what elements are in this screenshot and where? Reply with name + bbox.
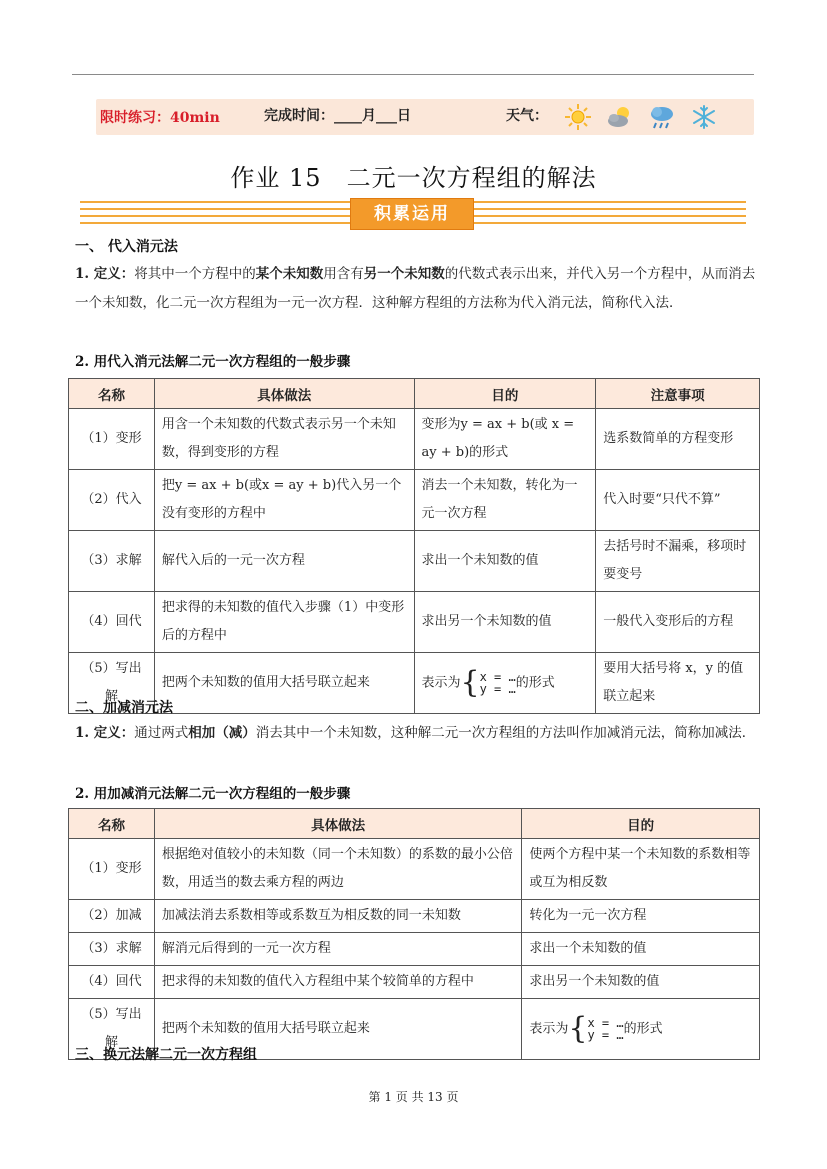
completion-time: 完成时间：____月___日 — [264, 108, 411, 124]
solution-form-cell — [522, 999, 760, 1060]
form-suffix: 的形式 — [623, 1021, 663, 1037]
section-2-steps-heading: 2. 用加减消元法解二元一次方程组的一般步骤 — [75, 786, 351, 802]
header-banner — [96, 99, 754, 135]
table-cell: 消去一个未知数，转化为一元一次方程 — [414, 470, 596, 531]
form-prefix: 表示为 — [529, 1021, 569, 1037]
table-cell: （3）求解 — [69, 933, 155, 966]
column-header: 具体做法 — [154, 809, 521, 839]
table-cell: （4）回代 — [69, 966, 155, 999]
table-cell: 一般代入变形后的方程 — [596, 592, 760, 653]
brace-icon: { — [460, 665, 480, 700]
table-cell: （1）变形 — [69, 409, 155, 470]
def-text: 消去其中一个未知数，这种解二元一次方程组的方法叫作加减消元法，简称加减法． — [255, 725, 756, 741]
table-row — [69, 409, 760, 470]
table-cell: （1）变形 — [69, 839, 155, 900]
table-cell: 加减法消去系数相等或系数互为相反数的同一未知数 — [154, 900, 521, 933]
table-row — [69, 933, 760, 966]
solution-stack — [480, 671, 516, 695]
def-bold: 某个未知数 — [255, 266, 324, 282]
table-cell: 求出另一个未知数的值 — [522, 966, 760, 999]
form-suffix: 的形式 — [515, 675, 555, 691]
def-text: 用含有 — [323, 266, 364, 282]
column-header: 目的 — [522, 809, 760, 839]
table-cell: （3）求解 — [69, 531, 155, 592]
def-text: 通过两式 — [134, 725, 189, 741]
table-cell: 去括号时不漏乘，移项时要变号 — [596, 531, 760, 592]
page-title: 作业 15 二元一次方程组的解法 — [230, 164, 597, 192]
column-header: 名称 — [69, 379, 155, 409]
table-cell: （5）写出解 — [69, 999, 155, 1060]
column-header: 目的 — [414, 379, 596, 409]
form-prefix: 表示为 — [421, 675, 461, 691]
table-cell: 把求得的未知数的值代入方程组中某个较简单的方程中 — [154, 966, 521, 999]
table-cell: 求出另一个未知数的值 — [414, 592, 596, 653]
page-footer: 第 1 页 共 13 页 — [368, 1090, 459, 1104]
section-1-steps-heading: 2. 用代入消元法解二元一次方程组的一般步骤 — [75, 354, 351, 370]
form-x: x = … — [479, 670, 516, 684]
column-header: 具体做法 — [154, 379, 414, 409]
table-cell: 把求得的未知数的值代入步骤（1）中变形后的方程中 — [154, 592, 414, 653]
solution-stack — [587, 1017, 623, 1041]
top-rule — [72, 74, 754, 75]
table-row — [69, 470, 760, 531]
table-cell: （4）回代 — [69, 592, 155, 653]
table-header-row — [69, 379, 760, 409]
snow-icon — [690, 103, 718, 131]
table-cell: （2）代入 — [69, 470, 155, 531]
section-1-heading: 一、 代入消元法 — [75, 239, 178, 255]
section-tag: 积累运用 — [350, 198, 474, 230]
substitution-steps-table — [68, 378, 760, 714]
rain-icon — [648, 103, 676, 131]
table-cell: 求出一个未知数的值 — [414, 531, 596, 592]
table-row — [69, 900, 760, 933]
table-row — [69, 592, 760, 653]
def-bold: 相加（减） — [188, 725, 256, 741]
table-cell: 求出一个未知数的值 — [522, 933, 760, 966]
table-cell: 解消元后得到的一元一次方程 — [154, 933, 521, 966]
table-cell: 使两个方程中某一个未知数的系数相等或互为相反数 — [522, 839, 760, 900]
weather-label: 天气： — [506, 108, 548, 124]
form-y: y = … — [587, 1028, 624, 1042]
section-2-definition — [75, 719, 757, 748]
table-cell: 根据绝对值较小的未知数（同一个未知数）的系数的最小公倍数，用适当的数去乘方程的两边 — [154, 839, 521, 900]
table-cell: 转化为一元一次方程 — [522, 900, 760, 933]
table-row — [69, 531, 760, 592]
table-cell: 代入时要“只代不算” — [596, 470, 760, 531]
column-header: 名称 — [69, 809, 155, 839]
def-bold: 另一个未知数 — [363, 266, 445, 282]
table-cell: （2）加减 — [69, 900, 155, 933]
table-header-row — [69, 809, 760, 839]
section-2-heading: 二、加减消元法 — [75, 700, 173, 716]
table-row — [69, 839, 760, 900]
def-text: 将其中一个方程中的 — [134, 266, 256, 282]
table-cell: 把两个未知数的值用大括号联立起来 — [154, 999, 521, 1060]
column-header: 注意事项 — [596, 379, 760, 409]
brace-icon: { — [568, 1011, 588, 1046]
form-y: y = … — [479, 682, 516, 696]
cloudy-icon — [606, 103, 634, 131]
table-cell: 把y = ax + b(或x = ay + b)代入另一个没有变形的方程中 — [154, 470, 414, 531]
table-row — [69, 966, 760, 999]
form-x: x = … — [587, 1016, 624, 1030]
section-3-heading: 三、换元法解二元一次方程组 — [75, 1047, 257, 1063]
table-cell: 用含一个未知数的代数式表示另一个未知数，得到变形的方程 — [154, 409, 414, 470]
elimination-steps-table — [68, 808, 760, 1060]
table-cell: （5）写出解 — [69, 653, 155, 714]
table-cell: 变形为y = ax + b(或 x = ay + b)的形式 — [414, 409, 596, 470]
sun-icon — [564, 103, 592, 131]
def-lead: 1. 定义： — [75, 266, 135, 282]
def-text: 的代数式表示出来，并代入另一个方程中，从而消去一个未知数，化二元一次方程组为一元一次方程．这种解方程组的方法称为代入消元法，简称代入法． — [75, 266, 756, 311]
time-limit: 限时练习：40min — [100, 110, 220, 126]
def-lead: 1. 定义： — [75, 725, 135, 741]
table-cell: 选系数简单的方程变形 — [596, 409, 760, 470]
table-cell: 把两个未知数的值用大括号联立起来 — [154, 653, 414, 714]
solution-form-cell — [414, 653, 596, 714]
section-1-definition — [75, 260, 757, 318]
table-cell: 要用大括号将 x，y 的值联立起来 — [596, 653, 760, 714]
table-cell: 解代入后的一元一次方程 — [154, 531, 414, 592]
